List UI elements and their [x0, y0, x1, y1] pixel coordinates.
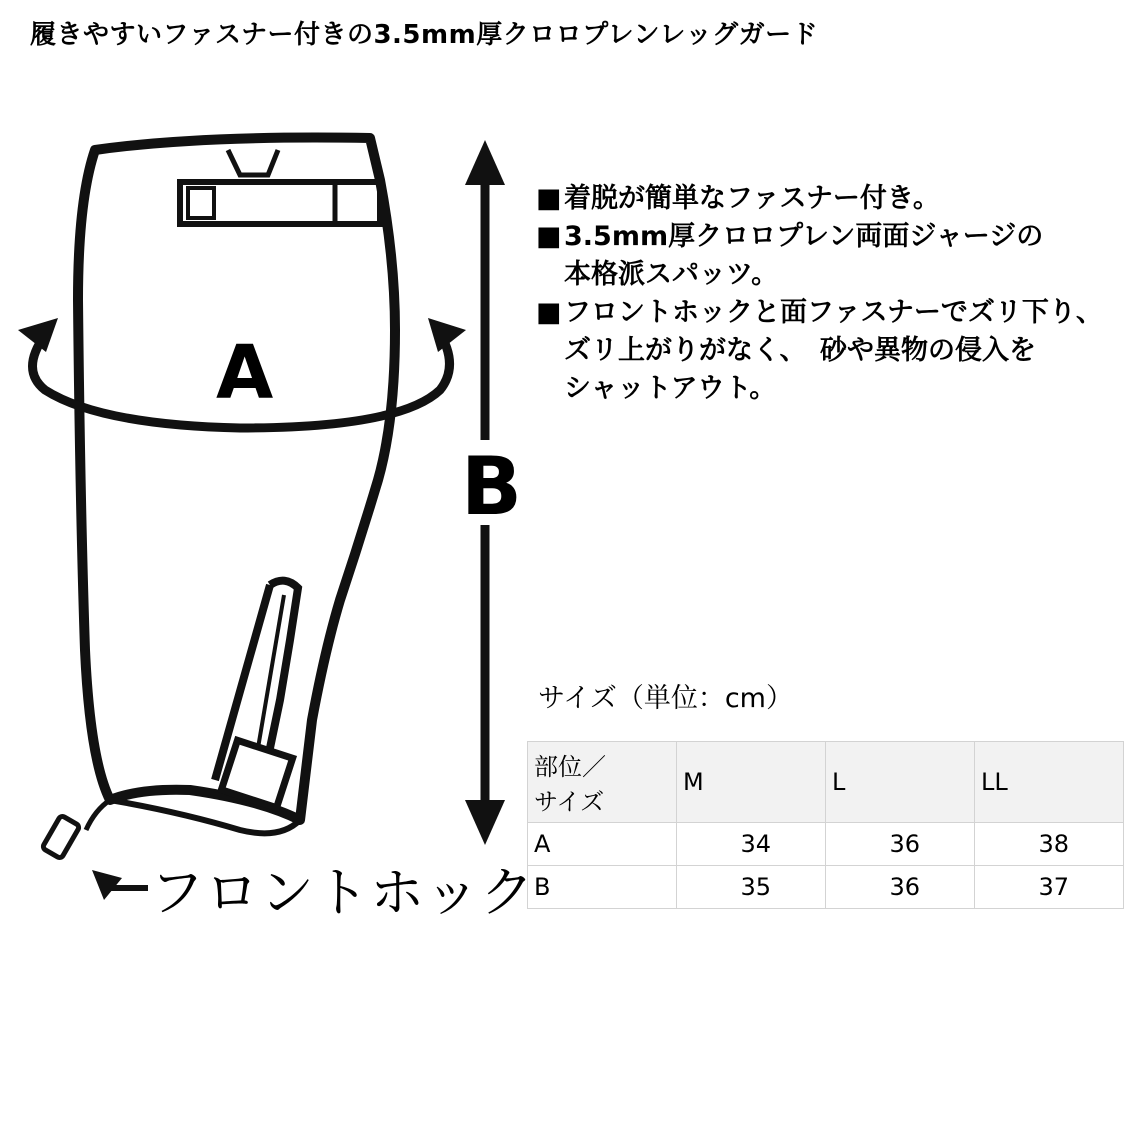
- label-a: A: [216, 330, 274, 416]
- header-cell-part: [528, 742, 677, 823]
- table-cell: 35: [677, 866, 826, 909]
- feature-text: 着脱が簡単なファスナー付き。: [564, 183, 940, 214]
- table-row: [528, 823, 1124, 866]
- strap-square-left: [188, 188, 214, 218]
- feature-text: 本格派スパッツ。: [564, 259, 779, 290]
- feature-item: [536, 218, 1103, 294]
- bullet-square-icon: ■: [536, 297, 562, 328]
- row-label: B: [528, 866, 677, 909]
- table-cell: 36: [826, 866, 975, 909]
- feature-item: [536, 294, 1103, 408]
- feature-list: [536, 180, 1103, 408]
- feature-text: ズリ上がりがなく、 砂や異物の侵入を: [564, 335, 1036, 366]
- label-b: B: [461, 440, 522, 533]
- header-cell-m: M: [677, 742, 826, 823]
- top-notch: [228, 150, 278, 175]
- front-hook: [86, 800, 110, 830]
- front-hook-label: フロントホック: [150, 861, 535, 924]
- feature-item: [536, 180, 1103, 218]
- row-label: A: [528, 823, 677, 866]
- table-cell: 34: [677, 823, 826, 866]
- bullet-square-icon: ■: [536, 183, 562, 214]
- feature-text: シャットアウト。: [564, 373, 777, 404]
- table-header-row: [528, 742, 1124, 823]
- header-cell-ll: LL: [975, 742, 1124, 823]
- size-table: [527, 741, 1124, 909]
- feature-text: 3.5mm厚クロロプレン両面ジャージの: [564, 221, 1044, 252]
- feature-text: フロントホックと面ファスナーでズリ下り、: [564, 297, 1103, 328]
- table-cell: 37: [975, 866, 1124, 909]
- table-cell: 38: [975, 823, 1124, 866]
- table-cell: 36: [826, 823, 975, 866]
- page-title: 履きやすいファスナー付きの3.5mm厚クロロプレンレッグガード: [30, 20, 819, 50]
- header-line: 部位／: [534, 753, 606, 781]
- table-row: [528, 866, 1124, 909]
- size-table-caption: サイズ（単位：cm）: [538, 683, 793, 714]
- header-cell-l: L: [826, 742, 975, 823]
- bullet-square-icon: ■: [536, 221, 562, 252]
- header-line: サイズ: [534, 788, 605, 816]
